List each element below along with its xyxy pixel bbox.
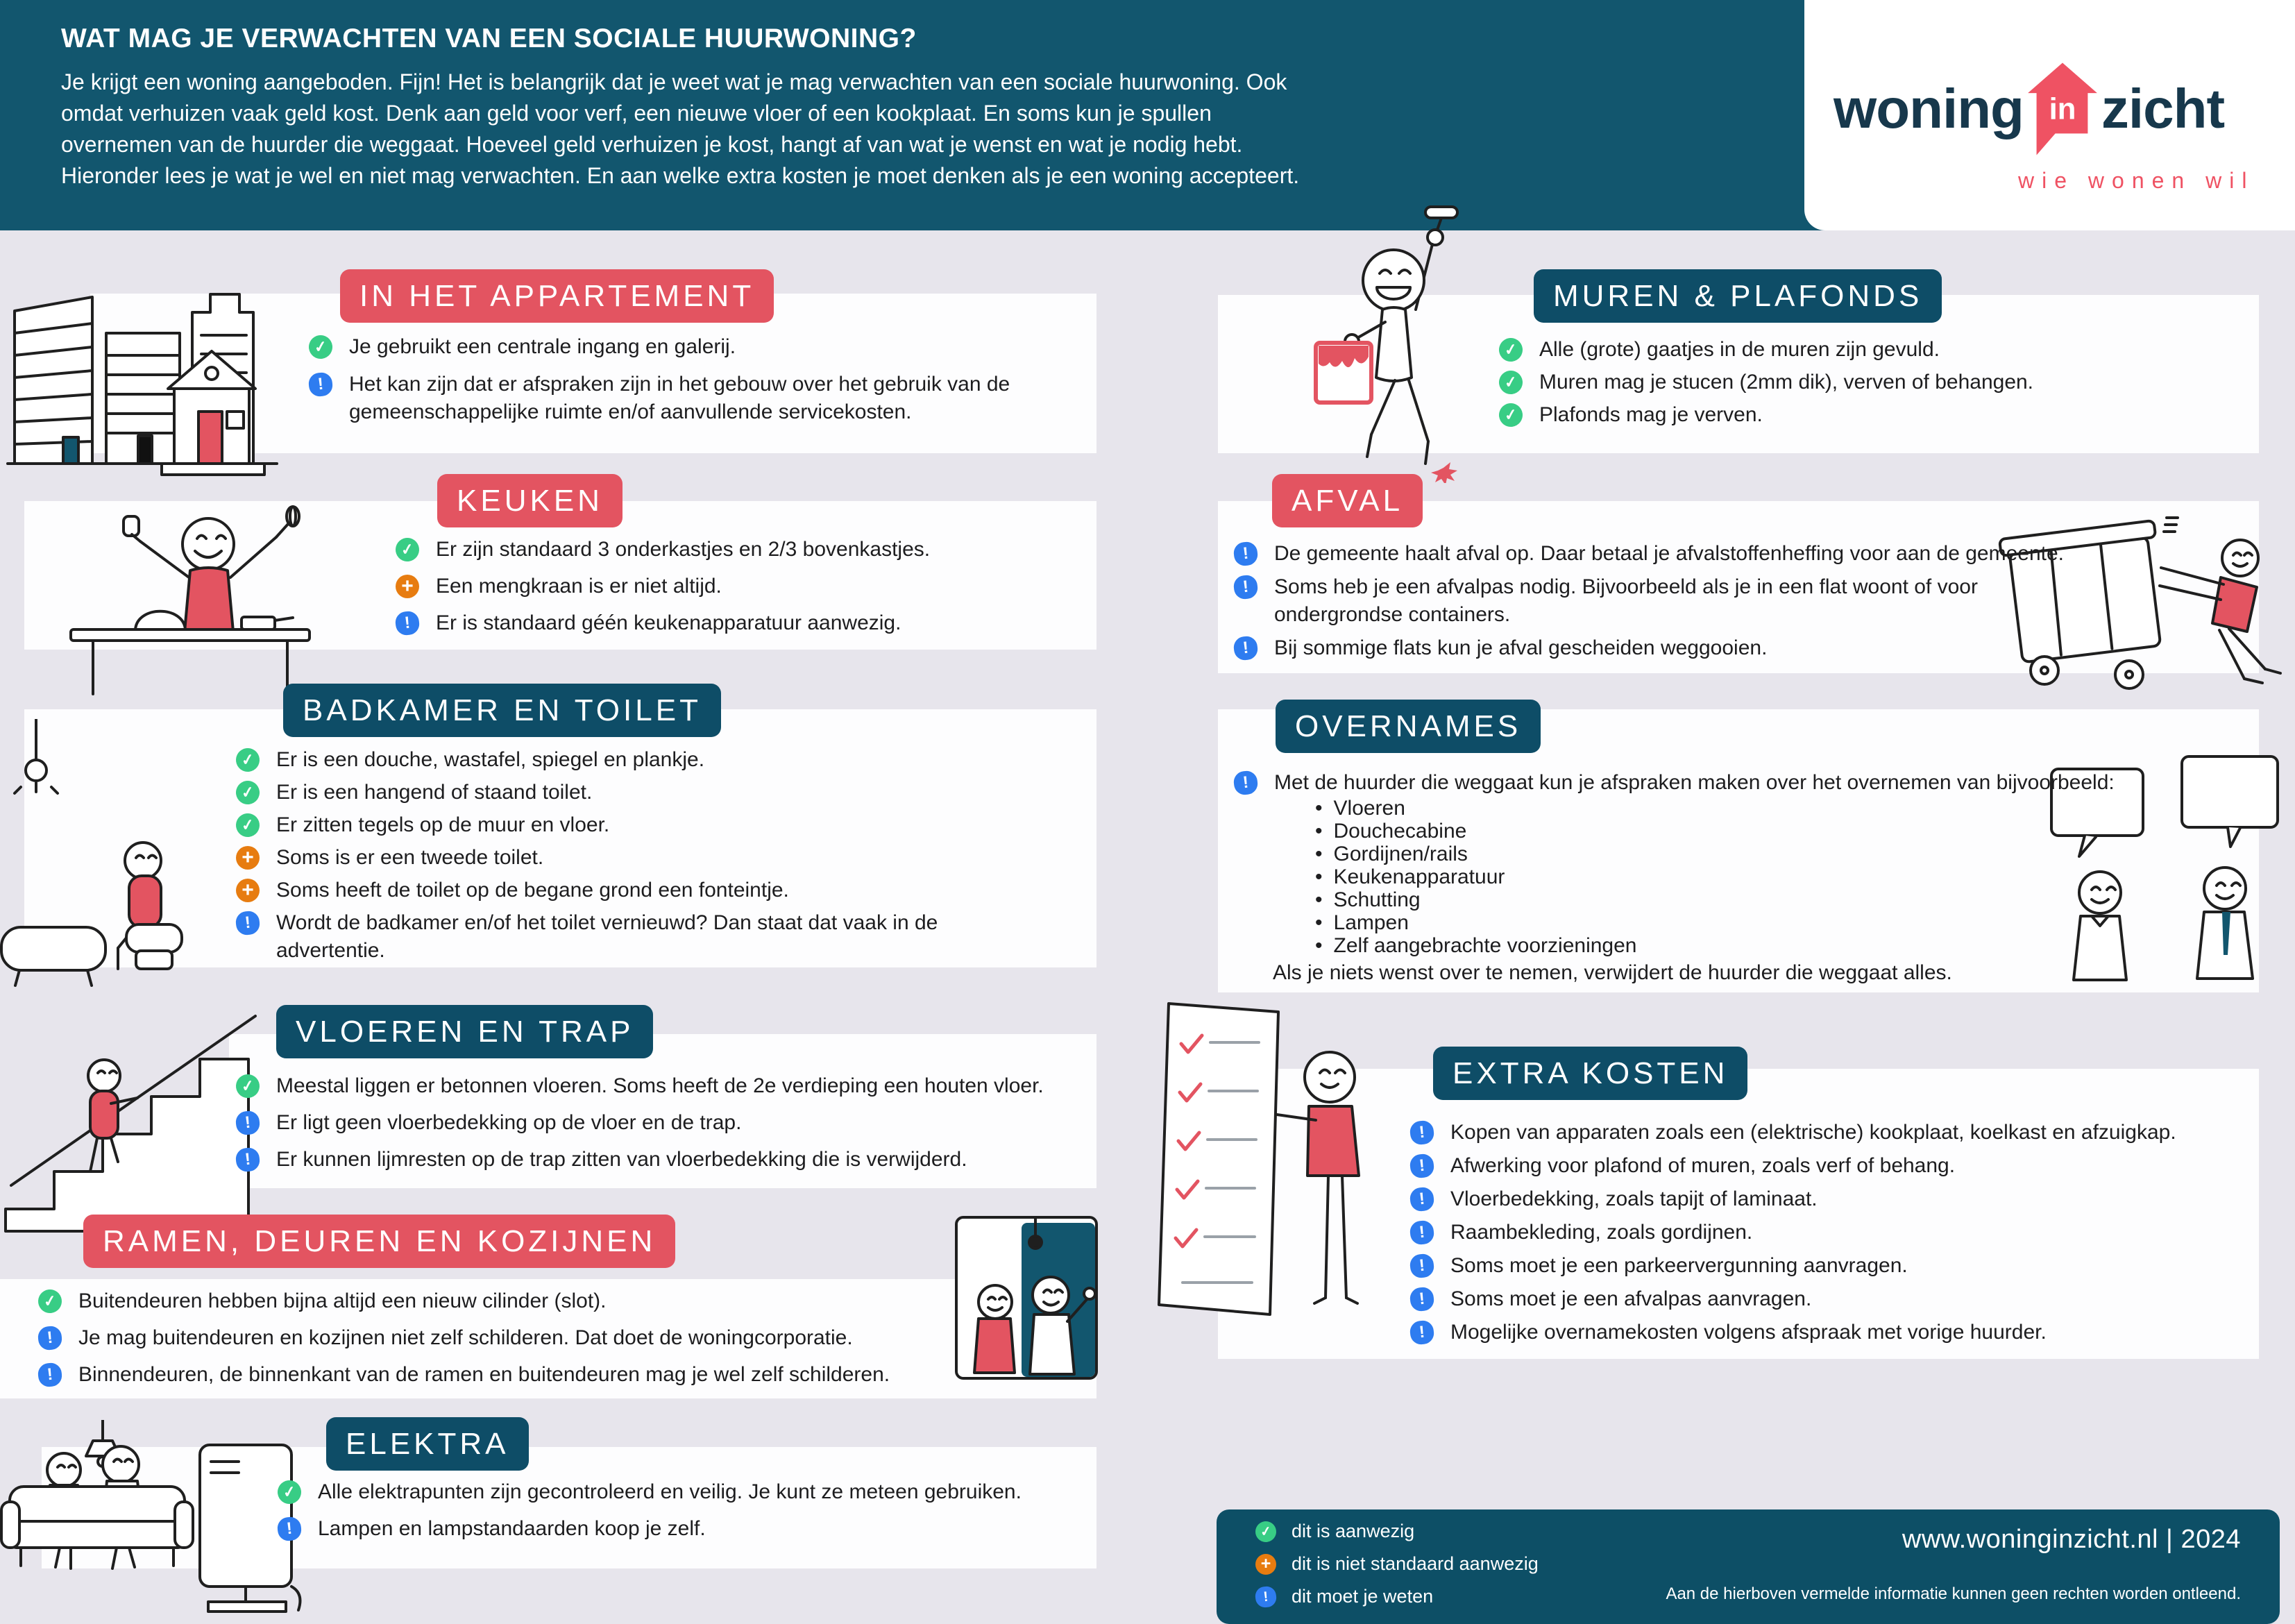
overnames-closing-note: Als je niets wenst over te nemen, verwijdert de huurder die weggaat alles. [1273, 961, 1952, 984]
section-title-badge: MUREN & PLAFONDS [1534, 269, 1942, 323]
list-item: ! Soms moet je een afvalpas aanvragen. [1410, 1285, 2257, 1313]
list-item: ✓ Je gebruikt een centrale ingang en galerij. [309, 333, 1072, 361]
info-icon: ! [235, 1110, 260, 1135]
section-title-badge: ELEKTRA [326, 1417, 529, 1471]
woninginzicht-logo [1834, 61, 2224, 157]
info-icon: ! [37, 1362, 62, 1387]
logo-word-woning: woning [1834, 78, 2024, 139]
info-icon: ! [276, 1516, 302, 1541]
intro-line: overnemen van de huurder die weggaat. Hoeveel geld verhuizen je kost, hangt af van wat je wenst en wat je nodig hebt. [61, 132, 1243, 157]
list-item: ! Wordt de badkamer en/of het toilet vernieuwd? Dan staat dat vaak in de advertentie. [236, 909, 944, 965]
check-icon: ✓ [307, 334, 334, 360]
legend-item-moet-je-weten: ! dit moet je weten [1255, 1586, 1539, 1607]
logo-card [1804, 0, 2295, 230]
section-title-badge: OVERNAMES [1276, 700, 1541, 753]
list-item: ! Je mag buitendeuren en kozijnen niet zelf schilderen. Dat doet de woningcorporatie. [38, 1324, 1065, 1352]
legend-item-niet-standaard: + dit is niet standaard aanwezig [1255, 1553, 1539, 1575]
info-icon: ! [1409, 1253, 1434, 1278]
check-icon: ✓ [1498, 402, 1524, 428]
bullet-item: • Zelf aangebrachte voorzieningen [1315, 936, 1636, 956]
list-item: ✓ Er zijn standaard 3 onderkastjes en 2/3 bovenkastjes. [396, 536, 1090, 564]
check-icon: ✓ [394, 536, 421, 563]
info-icon: ! [307, 371, 333, 397]
house-speech-bubble-icon [2026, 61, 2099, 157]
plus-icon: + [1255, 1554, 1276, 1575]
list-item: ! Bij sommige flats kun je afval gescheiden weggooien. [1234, 634, 2094, 662]
check-icon: ✓ [1254, 1520, 1278, 1543]
list-item: + Soms is er een tweede toilet. [236, 844, 944, 872]
couch-tv-illustration [0, 1420, 309, 1624]
list-item: ! Er is standaard géén keukenapparatuur aanwezig. [396, 609, 1090, 637]
legend-item-aanwezig: ✓ dit is aanwezig [1255, 1521, 1539, 1542]
check-icon: ✓ [235, 1073, 261, 1099]
info-icon: ! [1233, 574, 1258, 600]
list-item: ✓ Meestal liggen er betonnen vloeren. Soms heeft de 2e verdieping een houten vloer. [236, 1072, 1093, 1100]
check-icon: ✓ [1498, 337, 1524, 363]
plus-icon: + [396, 575, 419, 598]
list-item: ! Vloerbedekking, zoals tapijt of laminaat. [1410, 1185, 2257, 1213]
intro-line: Hieronder lees je wat je wel en niet mag verwachten. En aan welke extra kosten je moet denken als je een woning accepteert. [61, 163, 1300, 188]
bullet-item: • Gordijnen/rails [1315, 844, 1636, 865]
svg-text:in: in [2049, 92, 2076, 126]
info-icon: ! [235, 910, 260, 936]
info-icon: ! [1409, 1319, 1434, 1345]
list-item: ✓ Plafonds mag je verven. [1499, 401, 2249, 429]
buildings-illustration [3, 269, 281, 477]
check-icon: ✓ [276, 1479, 303, 1505]
info-icon: ! [1409, 1153, 1434, 1178]
list-item: ! Er ligt geen vloerbedekking op de vloer en de trap. [236, 1109, 1093, 1137]
overnames-bullet-list [1315, 798, 1636, 956]
list-item: ✓ Alle elektrapunten zijn gecontroleerd en veilig. Je kunt ze meteen gebruiken. [278, 1478, 1083, 1506]
check-icon: ✓ [235, 747, 261, 773]
disclaimer-text: Aan de hierboven vermelde informatie kunnen geen rechten worden ontleend. [1666, 1584, 2241, 1603]
check-icon: ✓ [1498, 369, 1524, 396]
list-item: ! Raambekleding, zoals gordijnen. [1410, 1219, 2257, 1246]
logo-word-zicht: zicht [2101, 78, 2225, 139]
list-item: ! Soms heb je een afvalpas nodig. Bijvoorbeeld als je in een flat woont of voor ondergrondse containers. [1234, 573, 2094, 629]
check-icon: ✓ [235, 812, 261, 838]
list-item: ✓ Er is een hangend of staand toilet. [236, 779, 944, 806]
header [0, 0, 2295, 230]
page-title: WAT MAG JE VERWACHTEN VAN EEN SOCIALE HUURWONING? [61, 24, 917, 53]
bathroom-illustration [0, 719, 243, 997]
info-icon: ! [1255, 1585, 1278, 1608]
list-item: ! De gemeente haalt afval op. Daar betaal je afvalstoffenheffing voor aan de gemeente. [1234, 540, 2094, 568]
bullet-item: • Keukenapparatuur [1315, 867, 1636, 888]
list-item: ! Binnendeuren, de binnenkant van de ramen en buitendeuren mag je wel zelf schilderen. [38, 1361, 1065, 1389]
checklist-person-illustration [1123, 984, 1387, 1356]
intro-line: omdat verhuizen vaak geld kost. Denk aan geld voor verf, een nieuwe vloer of een kookplaat. En soms kun je spullen [61, 101, 1212, 126]
section-title-badge: IN HET APPARTEMENT [340, 269, 774, 323]
list-item: ✓ Alle (grote) gaatjes in de muren zijn gevuld. [1499, 336, 2249, 364]
section-title-badge: BADKAMER EN TOILET [283, 684, 721, 737]
info-icon: ! [1409, 1119, 1434, 1145]
info-icon: ! [1409, 1186, 1434, 1212]
list-item: ! Kopen van apparaten zoals een (elektrische) kookplaat, koelkast en afzuigkap. [1410, 1119, 2257, 1147]
list-item: ! Mogelijke overnamekosten volgens afspraak met vorige huurder. [1410, 1319, 2257, 1346]
plus-icon: + [236, 879, 260, 902]
list-item: ✓ Buitendeuren hebben bijna altijd een nieuw cilinder (slot). [38, 1287, 1065, 1315]
list-item: ✓ Muren mag je stucen (2mm dik), verven of behangen. [1499, 369, 2249, 396]
plus-icon: + [236, 846, 260, 870]
info-icon: ! [1233, 541, 1258, 566]
check-icon: ✓ [235, 779, 261, 806]
check-icon: ✓ [37, 1288, 63, 1314]
bullet-item: • Vloeren [1315, 798, 1636, 819]
list-item: ✓ Er zitten tegels op de muur en vloer. [236, 811, 944, 839]
info-icon: ! [37, 1325, 62, 1351]
section-title-badge: KEUKEN [437, 474, 623, 527]
list-item: ! Met de huurder die weggaat kun je afspraken maken over het overnemen van bijvoorbeeld: [1234, 769, 2247, 797]
bullet-item: • Lampen [1315, 913, 1636, 933]
list-item: ! Het kan zijn dat er afspraken zijn in het gebouw over het gebruik van de gemeenschappelijke ruimte en/of aanvullende servicekosten. [309, 371, 1072, 426]
info-icon: ! [235, 1147, 260, 1172]
list-item: ✓ Er is een douche, wastafel, spiegel en plankje. [236, 746, 944, 774]
list-item: ! Soms moet je een parkeervergunning aanvragen. [1410, 1252, 2257, 1280]
list-item: ! Lampen en lampstandaarden koop je zelf. [278, 1515, 1083, 1543]
list-item: ! Afwerking voor plafond of muren, zoals verf of behang. [1410, 1152, 2257, 1180]
section-title-badge: EXTRA KOSTEN [1433, 1047, 1747, 1100]
info-icon: ! [1233, 770, 1258, 795]
section-title-badge: AFVAL [1272, 474, 1423, 527]
intro-paragraph [61, 67, 1299, 192]
list-item: ! Er kunnen lijmresten op de trap zitten van vloerbedekking die is verwijderd. [236, 1146, 1093, 1174]
cooking-person-illustration [35, 501, 396, 702]
bullet-item: • Schutting [1315, 890, 1636, 911]
bullet-item: • Douchecabine [1315, 821, 1636, 842]
section-title-badge: RAMEN, DEUREN EN KOZIJNEN [83, 1215, 675, 1268]
info-icon: ! [1409, 1219, 1434, 1245]
info-icon: ! [394, 610, 420, 636]
logo-tagline: wie wonen wil [2018, 168, 2255, 193]
website-link[interactable]: www.woninginzicht.nl | 2024 [1902, 1525, 2241, 1554]
info-icon: ! [1233, 635, 1258, 661]
list-item: + Een mengkraan is er niet altijd. [396, 573, 1090, 600]
section-title-badge: VLOEREN EN TRAP [276, 1005, 653, 1058]
intro-line: Je krijgt een woning aangeboden. Fijn! Het is belangrijk dat je weet wat je mag verwachten van een sociale huurwoning. Ook [61, 69, 1287, 94]
info-icon: ! [1409, 1286, 1434, 1312]
footer [1217, 1509, 2280, 1624]
painter-illustration [1289, 205, 1484, 483]
list-item: + Soms heeft de toilet op de begane grond een fonteintje. [236, 877, 944, 904]
legend [1255, 1521, 1539, 1607]
